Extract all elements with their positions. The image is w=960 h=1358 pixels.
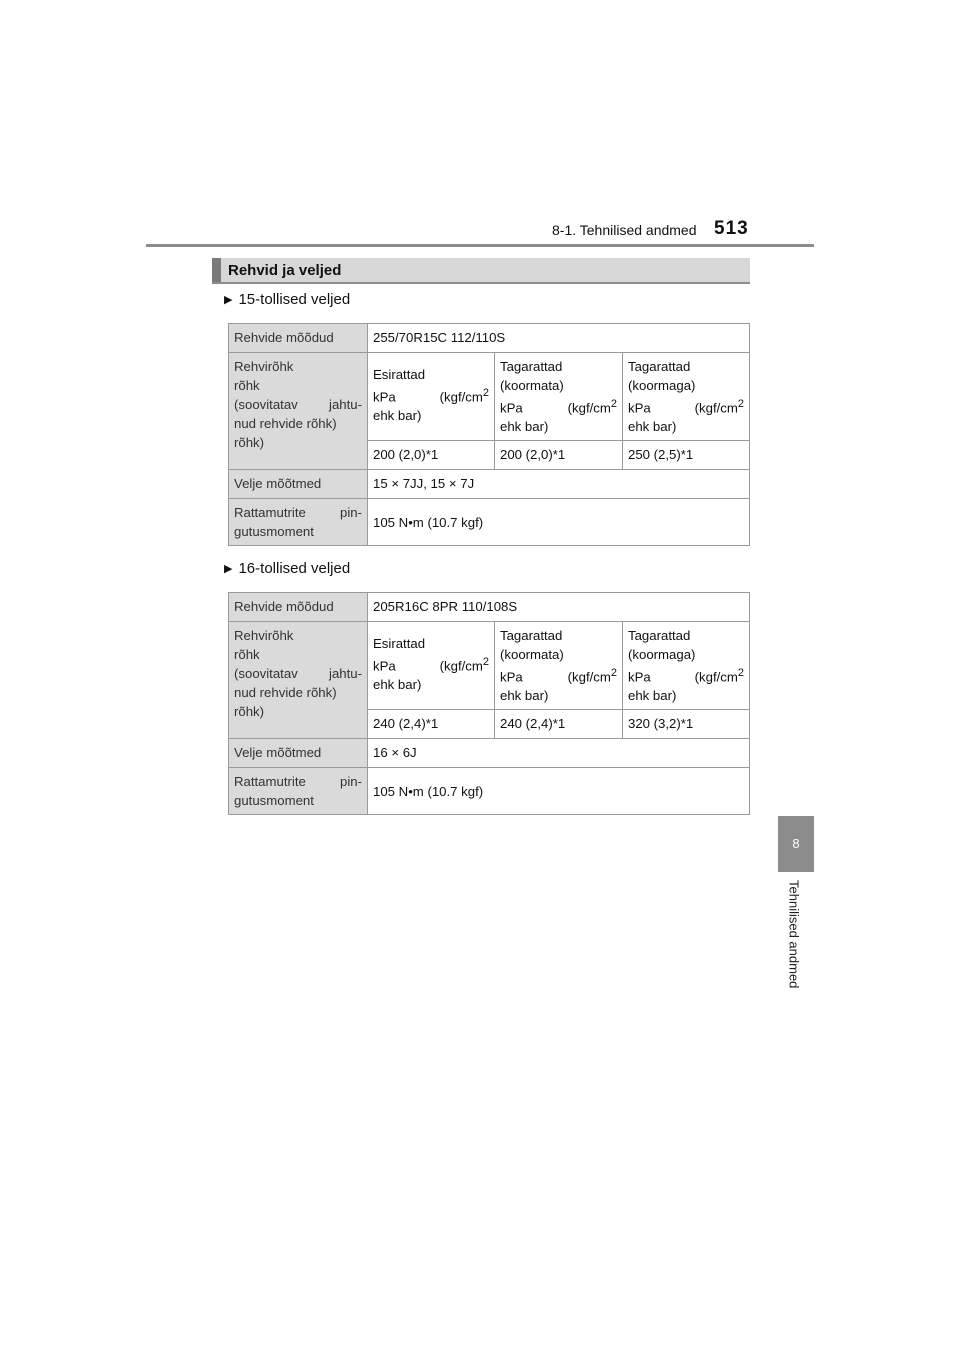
table-row xyxy=(229,470,750,499)
subheading-text: 16-tollised veljed xyxy=(238,560,351,577)
pressure-label-line: nud rehvide rõhk) xyxy=(234,416,337,431)
header-line: Tagarattad xyxy=(628,359,691,374)
table-row xyxy=(229,353,750,441)
superscript: 2 xyxy=(610,398,617,410)
triangle-right-icon: ▶ xyxy=(224,294,233,306)
header-line: Tagarattad xyxy=(500,359,563,374)
header-line: (koormaga) xyxy=(628,378,696,393)
superscript: 2 xyxy=(737,667,744,679)
torque-label xyxy=(229,768,368,815)
header-line: ehk bar) xyxy=(628,688,677,704)
superscript: 2 xyxy=(482,656,489,668)
torque-value: 105 N•m (10.7 kgf) xyxy=(368,499,750,546)
header-line: Tagarattad xyxy=(628,628,691,643)
section-title: Rehvid ja veljed xyxy=(228,262,342,279)
wheel-size-label: Velje mõõtmed xyxy=(229,470,368,499)
rear-unloaded-header xyxy=(495,353,623,441)
spec-table-16-inch xyxy=(228,592,750,815)
header-line xyxy=(628,395,744,417)
header-line: (koormata) xyxy=(500,647,564,662)
pressure-label-line: rõhk xyxy=(234,378,260,393)
torque-value: 105 N•m (10.7 kgf) xyxy=(368,768,750,815)
table-row xyxy=(229,593,750,622)
rear-loaded-value: 320 (3,2)*1 xyxy=(623,710,750,739)
rear-unloaded-value: 200 (2,0)*1 xyxy=(495,441,623,470)
rear-unloaded-value: 240 (2,4)*1 xyxy=(495,710,623,739)
triangle-right-icon: ▶ xyxy=(224,563,233,575)
header-line: (koormata) xyxy=(500,378,564,393)
table-row xyxy=(229,768,750,815)
unit-text: kPa (kgf/cm xyxy=(373,389,483,405)
subheading-15-inch xyxy=(224,291,350,308)
header-line xyxy=(373,653,489,675)
unit-text: kPa (kgf/cm xyxy=(628,400,738,416)
unit-text: kPa (kgf/cm xyxy=(500,669,611,685)
header-line xyxy=(500,395,617,417)
table-row xyxy=(229,324,750,353)
tire-size-label: Rehvide mõõdud xyxy=(229,324,368,353)
chapter-side-label xyxy=(768,880,820,1010)
rear-loaded-value: 250 (2,5)*1 xyxy=(623,441,750,470)
superscript: 2 xyxy=(482,387,489,399)
front-pressure-value: 240 (2,4)*1 xyxy=(368,710,495,739)
rear-unloaded-header xyxy=(495,622,623,710)
table-row xyxy=(229,739,750,768)
header-line: Esirattad xyxy=(373,636,426,651)
tire-size-value: 255/70R15C 112/110S xyxy=(368,324,750,353)
pressure-label-line: nud rehvide rõhk) xyxy=(234,685,337,700)
header-line: ehk bar) xyxy=(500,419,549,435)
front-pressure-header xyxy=(368,353,495,441)
wheel-size-value: 16 × 6J xyxy=(368,739,750,768)
table-row xyxy=(229,499,750,546)
superscript: 2 xyxy=(610,667,617,679)
pressure-label-line: (soovitatav jahtu- xyxy=(234,666,362,681)
front-pressure-header xyxy=(368,622,495,710)
pressure-label-line: rõhk) xyxy=(234,435,265,450)
torque-label xyxy=(229,499,368,546)
pressure-label-line: (soovitatav jahtu- xyxy=(234,397,362,412)
header-line: Esirattad xyxy=(373,367,426,382)
page-number: 513 xyxy=(714,218,749,239)
header-line xyxy=(628,664,744,686)
torque-label-line: gutusmoment xyxy=(234,524,314,540)
pressure-label xyxy=(229,622,368,739)
pressure-label-line: Rehvirõhk xyxy=(234,628,294,643)
table-row xyxy=(229,622,750,710)
chapter-tab: 8 xyxy=(778,816,814,872)
unit-text: kPa (kgf/cm xyxy=(628,669,738,685)
header-line xyxy=(500,664,617,686)
wheel-size-value: 15 × 7JJ, 15 × 7J xyxy=(368,470,750,499)
torque-label-line: Rattamutrite pin- xyxy=(234,505,362,521)
torque-label-line: Rattamutrite pin- xyxy=(234,774,362,790)
header-line: ehk bar) xyxy=(500,688,549,704)
subheading-16-inch xyxy=(224,560,350,577)
pressure-label-line: rõhk) xyxy=(234,704,265,719)
header-divider xyxy=(146,244,814,247)
pressure-label-line: rõhk xyxy=(234,647,260,662)
chapter-side-label-text: Tehnilised andmed xyxy=(786,880,802,989)
running-header-section: 8-1. Tehnilised andmed xyxy=(552,222,697,238)
torque-label-line: gutusmoment xyxy=(234,793,314,809)
pressure-label-line: Rehvirõhk xyxy=(234,359,294,374)
header-line: ehk bar) xyxy=(628,419,677,435)
front-pressure-value: 200 (2,0)*1 xyxy=(368,441,495,470)
superscript: 2 xyxy=(737,398,744,410)
header-line: ehk bar) xyxy=(373,677,422,693)
spec-table-15-inch xyxy=(228,323,750,546)
rear-loaded-header xyxy=(623,622,750,710)
header-line: (koormaga) xyxy=(628,647,696,662)
pressure-label xyxy=(229,353,368,470)
tire-size-value: 205R16C 8PR 110/108S xyxy=(368,593,750,622)
wheel-size-label: Velje mõõtmed xyxy=(229,739,368,768)
header-line: ehk bar) xyxy=(373,408,422,424)
rear-loaded-header xyxy=(623,353,750,441)
section-accent xyxy=(212,258,221,282)
tire-size-label: Rehvide mõõdud xyxy=(229,593,368,622)
subheading-text: 15-tollised veljed xyxy=(238,291,351,308)
unit-text: kPa (kgf/cm xyxy=(373,658,483,674)
header-line: Tagarattad xyxy=(500,628,563,643)
unit-text: kPa (kgf/cm xyxy=(500,400,611,416)
header-line xyxy=(373,384,489,406)
section-title-bar xyxy=(212,258,750,284)
